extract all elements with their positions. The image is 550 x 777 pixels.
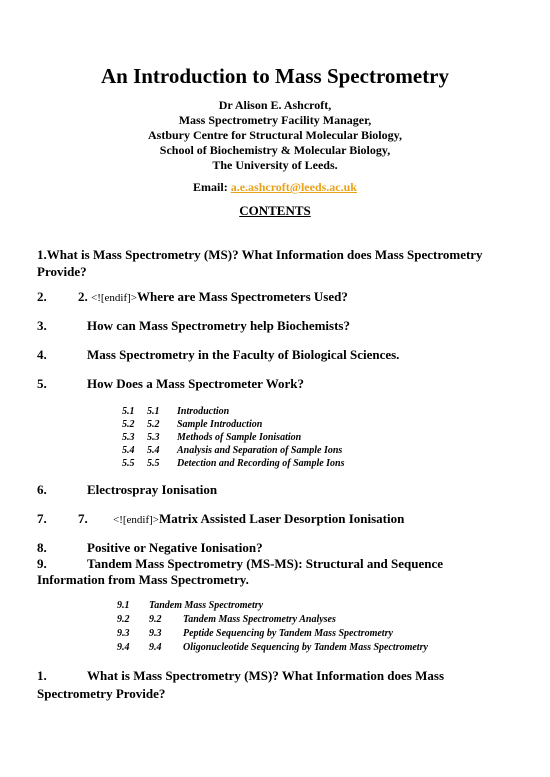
sub-label: Introduction [177, 406, 230, 417]
toc-subsection[interactable] [122, 458, 345, 469]
document-title: An Introduction to Mass Spectrometry [100, 64, 450, 88]
email-link[interactable]: a.e.ashcroft@leeds.ac.uk [230, 180, 357, 194]
sub-label: Tandem Mass Spectrometry [149, 600, 264, 611]
toc-subsection[interactable] [117, 614, 336, 625]
email-label: Email: [193, 180, 228, 194]
contents-heading: CONTENTS [239, 203, 311, 218]
body-section-heading [37, 668, 444, 684]
toc-subsection[interactable] [122, 445, 342, 456]
toc-subsection[interactable] [117, 600, 263, 611]
toc-number: 6. [37, 482, 47, 497]
toc-label: Positive or Negative Ionisation? [87, 540, 263, 555]
sub-label: Peptide Sequencing by Tandem Mass Spectrometry [183, 628, 393, 639]
toc-section-7[interactable] [37, 511, 404, 527]
toc-label: Matrix Assisted Laser Desorption Ionisation [159, 511, 405, 526]
toc-section-3[interactable] [37, 318, 350, 334]
author-role: Mass Spectrometry Facility Manager, [178, 113, 372, 127]
author-university: The University of Leeds. [212, 158, 338, 172]
toc-section-9-continued: Information from Mass Spectrometry. [37, 572, 249, 587]
email-line [0, 180, 550, 195]
toc-section-6[interactable] [37, 482, 218, 498]
toc-number: 3. [37, 318, 47, 333]
toc-subsection[interactable] [117, 642, 428, 653]
toc-number: 9. [37, 556, 47, 571]
toc-label: How can Mass Spectrometry help Biochemists? [87, 318, 350, 333]
sub-num-dup: 9.4 [149, 642, 162, 653]
sub-label: Methods of Sample Ionisation [177, 432, 302, 443]
toc-label: Mass Spectrometry in the Faculty of Biological Sciences. [87, 347, 400, 362]
toc-section-8[interactable] [37, 540, 263, 556]
endif-tag: <![endif]> [91, 292, 137, 304]
sub-num-dup: 5.2 [147, 419, 160, 430]
toc-section-1[interactable]: 1.What is Mass Spectrometry (MS)? What Information does Mass Spectrometry Provide? [37, 247, 483, 279]
sub-num: 5.2 [122, 419, 135, 430]
toc-section-2[interactable] [37, 289, 348, 305]
endif-tag: <![endif]> [113, 514, 159, 526]
sub-num: 5.1 [122, 406, 135, 417]
sub-label: Analysis and Separation of Sample Ions [177, 445, 343, 456]
sub-num: 9.2 [117, 614, 130, 625]
author-school: School of Biochemistry & Molecular Biology, [159, 143, 391, 157]
toc-label: Electrospray Ionisation [87, 482, 218, 497]
sub-num-dup: 5.4 [147, 445, 160, 456]
toc-section-4[interactable] [37, 347, 400, 363]
sub-num: 5.4 [122, 445, 135, 456]
toc-number-dup: 7. [78, 511, 88, 526]
sub-num-dup: 5.3 [147, 432, 160, 443]
sub-label: Oligonucleotide Sequencing by Tandem Mass Spectrometry [183, 642, 428, 653]
toc-subsection[interactable] [117, 628, 393, 639]
toc-subsection[interactable] [122, 432, 301, 443]
toc-number: 7. [37, 511, 47, 526]
sub-num-dup: 5.5 [147, 458, 160, 469]
toc-label: Tandem Mass Spectrometry (MS-MS): Structural and Sequence [87, 556, 444, 571]
toc-label: How Does a Mass Spectrometer Work? [87, 376, 305, 391]
sub-num-dup: 9.2 [149, 614, 162, 625]
heading-text: What is Mass Spectrometry (MS)? What Information does Mass [87, 668, 444, 683]
sub-num: 9.4 [117, 642, 130, 653]
toc-subsection[interactable] [122, 419, 262, 430]
toc-number: 5. [37, 376, 47, 391]
toc-section-5[interactable] [37, 376, 305, 392]
toc-number: 8. [37, 540, 47, 555]
sub-num-dup: 5.1 [147, 406, 160, 417]
sub-label: Detection and Recording of Sample Ions [177, 458, 345, 469]
toc-number: 2. [37, 289, 47, 304]
toc-subsection[interactable] [122, 406, 229, 417]
author-name: Dr Alison E. Ashcroft, [218, 98, 332, 112]
sub-label: Tandem Mass Spectrometry Analyses [183, 614, 336, 625]
sub-num-dup: 9.3 [149, 628, 162, 639]
body-section-heading-continued: Spectrometry Provide? [37, 686, 166, 701]
sub-num: 9.3 [117, 628, 130, 639]
author-centre: Astbury Centre for Structural Molecular Biology, [148, 128, 402, 142]
sub-num: 5.3 [122, 432, 135, 443]
sub-num: 5.5 [122, 458, 135, 469]
sub-label: Sample Introduction [177, 419, 263, 430]
toc-section-9[interactable] [37, 556, 444, 572]
sub-num: 9.1 [117, 600, 130, 611]
toc-label: Where are Mass Spectrometers Used? [137, 289, 348, 304]
toc-number-dup: 2. [78, 289, 88, 304]
toc-number: 4. [37, 347, 47, 362]
heading-number: 1. [37, 668, 47, 683]
